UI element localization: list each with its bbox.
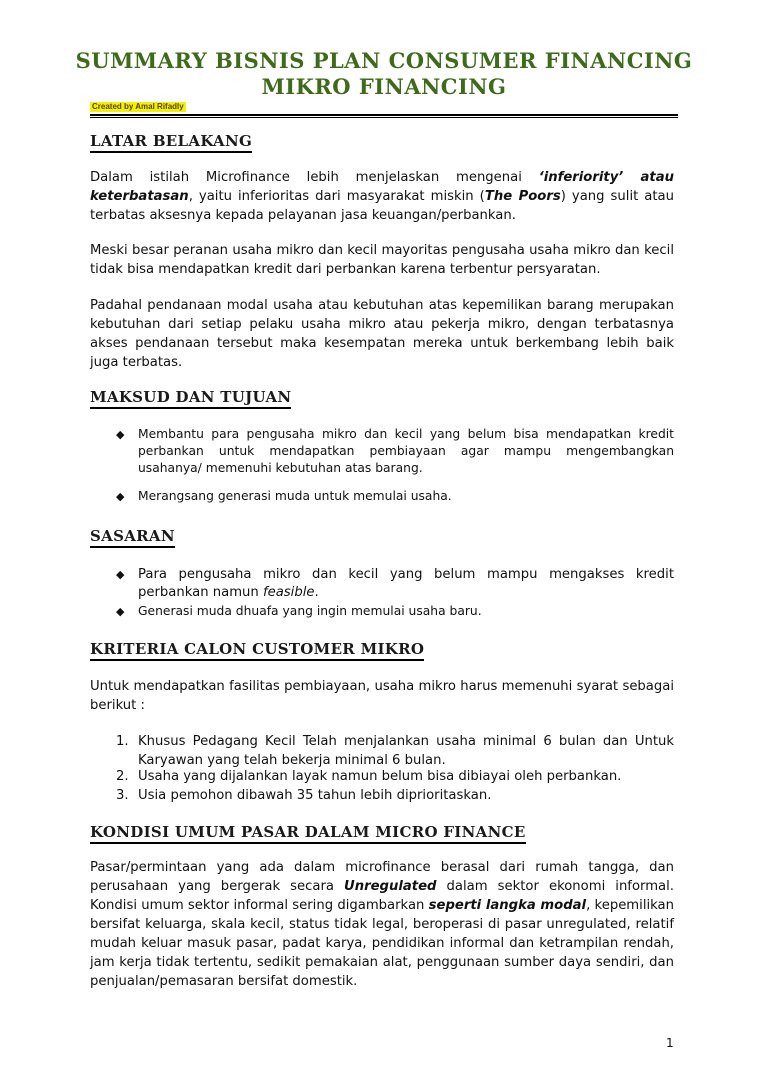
heading-sasaran: SASARAN — [90, 527, 175, 548]
kriteria-number-1: 1. — [116, 734, 129, 749]
diamond-bullet-icon: ◆ — [116, 490, 125, 503]
sasaran-item-1-text-c: . — [314, 585, 319, 600]
kriteria-item-3 — [116, 786, 674, 805]
title-line-2: MIKRO FINANCING — [261, 74, 507, 99]
kriteria-item-3-text: Usia pemohon dibawah 35 tahun lebih diprioritaskan. — [138, 788, 492, 803]
maksud-item-1 — [116, 426, 674, 477]
latar-p1-text-a: Dalam istilah Microfinance lebih menjelaskan mengenai — [90, 170, 539, 185]
diamond-bullet-icon: ◆ — [116, 428, 125, 441]
kondisi-langka-modal: seperti langka modal — [428, 898, 587, 913]
latar-p1-the-poors: The Poors — [484, 189, 561, 204]
header-rule — [90, 114, 678, 116]
sasaran-item-2 — [116, 603, 674, 620]
latar-paragraph-1 — [90, 168, 674, 225]
diamond-bullet-icon: ◆ — [116, 605, 125, 618]
latar-p1-text-c: , yaitu inferioritas dari masyarakat miskin ( — [188, 189, 485, 204]
kondisi-text-c: dalam sektor ekonomi informal. Kondisi umum sektor informal sering digambarkan — [90, 879, 674, 913]
document-title — [60, 48, 708, 100]
sasaran-item-1 — [116, 566, 674, 602]
maksud-item-2 — [116, 488, 674, 505]
kriteria-number-2: 2. — [116, 769, 129, 784]
kriteria-intro: Untuk mendapatkan fasilitas pembiayaan, usaha mikro harus memenuhi syarat sebagai berikut : — [90, 679, 674, 713]
heading-latar-belakang: LATAR BELAKANG — [90, 132, 252, 153]
header-rule-thin — [90, 117, 678, 118]
heading-maksud-tujuan: MAKSUD DAN TUJUAN — [90, 388, 291, 409]
heading-kondisi-pasar: KONDISI UMUM PASAR DALAM MICRO FINANCE — [90, 823, 526, 844]
latar-paragraph-2: Meski besar peranan usaha mikro dan kecil mayoritas pengusaha usaha mikro dan kecil tidak bisa mendapatkan kredit dari perbankan karena terbentur persyaratan. — [90, 243, 674, 277]
kriteria-item-2-text: Usaha yang dijalankan layak namun belum bisa dibiayai oleh perbankan. — [138, 769, 622, 784]
diamond-bullet-icon: ◆ — [116, 568, 125, 581]
latar-p1-emphasis: ‘inferiority’ atau keterbatasan — [90, 170, 674, 204]
maksud-item-2-text: Merangsang generasi muda untuk memulai usaha. — [138, 489, 452, 503]
kriteria-item-1-text: Khusus Pedagang Kecil Telah menjalankan usaha minimal 6 bulan dan Untuk Karyawan yang telah bekerja minimal 6 bulan. — [138, 734, 674, 768]
maksud-item-1-text: Membantu para pengusaha mikro dan kecil yang belum bisa mendapatkan kredit perbankan untuk mendapatkan pembiayaan agar mampu mengembangkan usahanya/ memenuhi kebutuhan atas barang. — [138, 427, 674, 475]
sasaran-item-2-text: Generasi muda dhuafa yang ingin memulai usaha baru. — [138, 604, 482, 618]
latar-paragraph-3: Padahal pendanaan modal usaha atau kebutuhan atas kepemilikan barang merupakan kebutuhan dari setiap pelaku usaha mikro atau pekerja mikro, dengan terbatasnya akses pendanaan tersebut maka kesempatan mereka untuk berkembang lebih baik juga terbatas. — [90, 298, 674, 370]
kriteria-item-1 — [116, 732, 674, 770]
kondisi-text-e: , kepemilikan bersifat keluarga, skala kecil, status tidak legal, beroperasi di pasar unregulated, relatif mudah keluar masuk pasar, padat karya, pendidikan informal dan ketrampilan rendah, jam kerja tidak tertentu, sedikit pemakaian alat, penggunaan sumber daya sendiri, dan penjualan/pemasaran bersifat domestik. — [90, 898, 674, 989]
sasaran-feasible: feasible — [262, 585, 315, 600]
kriteria-number-3: 3. — [116, 788, 129, 803]
kondisi-text-a: Pasar/permintaan yang ada dalam microfinance berasal dari rumah tangga, dan perusahaan yang bergerak secara — [90, 860, 674, 894]
kriteria-item-2 — [116, 767, 674, 786]
page-number: 1 — [666, 1036, 674, 1050]
kondisi-paragraph — [90, 858, 674, 991]
sasaran-item-1-text-a: Para pengusaha mikro dan kecil yang belum mampu mengakses kredit perbankan namun — [138, 567, 674, 600]
author-credit: Created by Amal Rifadly — [92, 102, 184, 111]
kondisi-unregulated: Unregulated — [344, 879, 437, 894]
heading-kriteria: KRITERIA CALON CUSTOMER MIKRO — [90, 640, 424, 661]
title-line-1: SUMMARY BISNIS PLAN CONSUMER FINANCING — [75, 48, 693, 73]
latar-p1-text-e: ) yang sulit atau terbatas aksesnya kepada pelayanan jasa keuangan/perbankan. — [90, 189, 674, 223]
